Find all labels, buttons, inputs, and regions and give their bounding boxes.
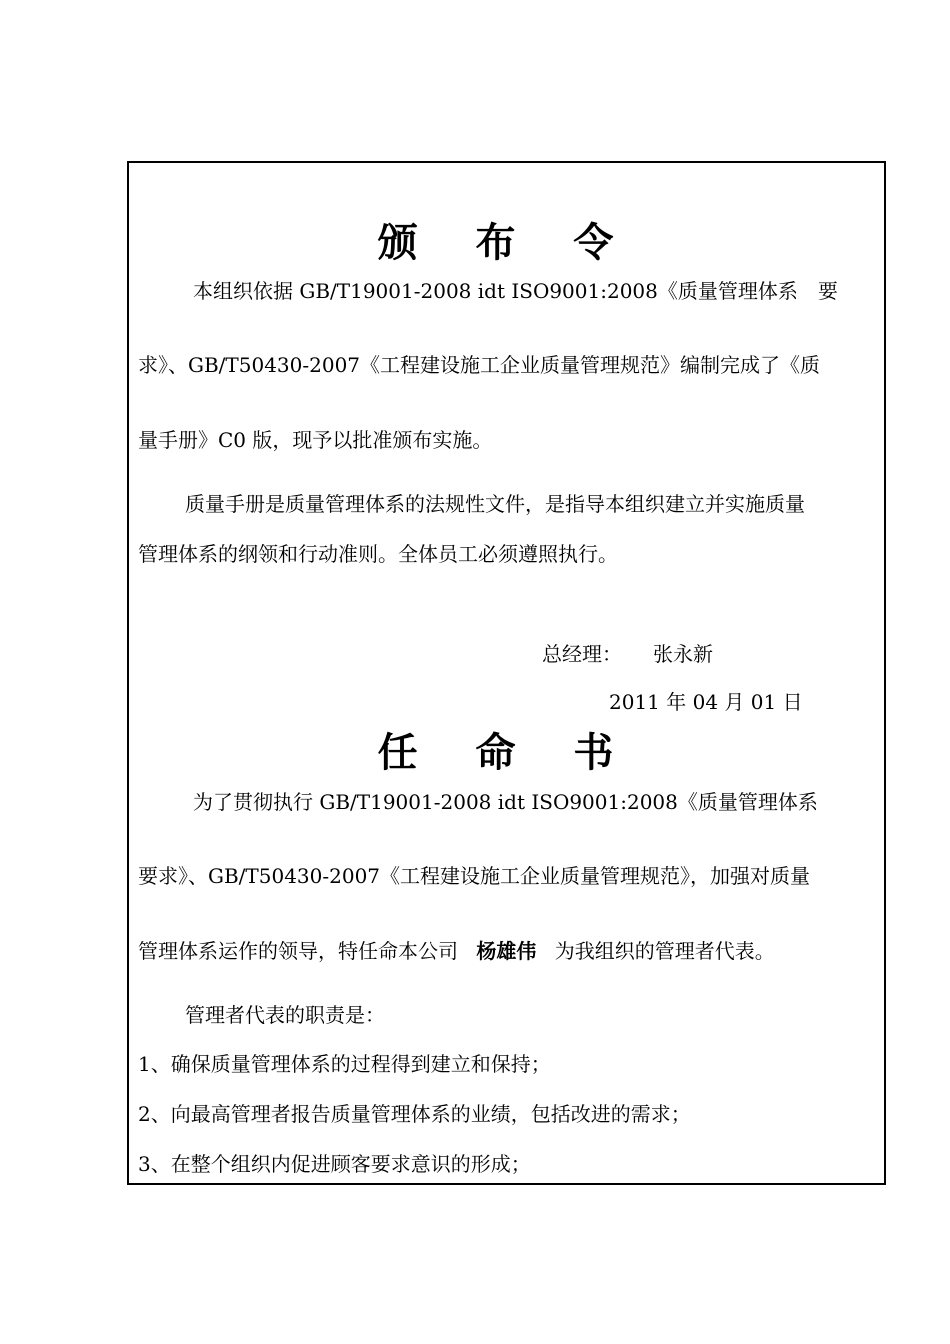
duty-item-3: 3、在整个组织内促进顾客要求意识的形成； bbox=[138, 1152, 531, 1176]
promulgation-para2-line1: 质量手册是质量管理体系的法规性文件，是指导本组织建立并实施质量 bbox=[185, 492, 805, 516]
promulgation-date: 2011 年 04 月 01 日 bbox=[609, 690, 803, 714]
appointment-para1-line2: 要求》、GB/T50430-2007《工程建设施工企业质量管理规范》，加强对质量 bbox=[138, 864, 811, 888]
signer-label: 总经理： bbox=[542, 642, 622, 666]
appointment-text-post: 为我组织的管理者代表。 bbox=[554, 939, 775, 963]
appointment-para1-line3 bbox=[138, 939, 775, 963]
duty-item-1: 1、确保质量管理体系的过程得到建立和保持； bbox=[138, 1052, 551, 1076]
promulgation-para2-line2: 管理体系的纲领和行动准则。全体员工必须遵照执行。 bbox=[138, 542, 618, 566]
appointee-name: 杨雄伟 bbox=[476, 939, 537, 963]
document-frame bbox=[127, 161, 886, 1185]
signer-name: 张永新 bbox=[653, 642, 713, 666]
appointment-title: 任 命 书 bbox=[377, 729, 636, 776]
appointment-para1-line1: 为了贯彻执行 GB/T19001-2008 idt ISO9001:2008《质量管理体系 bbox=[193, 790, 818, 814]
appointment-text-pre: 管理体系运作的领导，特任命本公司 bbox=[138, 939, 458, 963]
duty-item-2: 2、向最高管理者报告质量管理体系的业绩，包括改进的需求； bbox=[138, 1102, 691, 1126]
promulgation-para1-line1: 本组织依据 GB/T19001-2008 idt ISO9001:2008《质量管理体系 要 bbox=[193, 279, 838, 303]
duties-heading: 管理者代表的职责是： bbox=[185, 1003, 385, 1027]
promulgation-title: 颁 布 令 bbox=[377, 219, 636, 266]
promulgation-para1-line2: 求》、GB/T50430-2007《工程建设施工企业质量管理规范》编制完成了《质 bbox=[138, 353, 821, 377]
promulgation-para1-line3: 量手册》C0 版，现予以批准颁布实施。 bbox=[138, 428, 493, 452]
